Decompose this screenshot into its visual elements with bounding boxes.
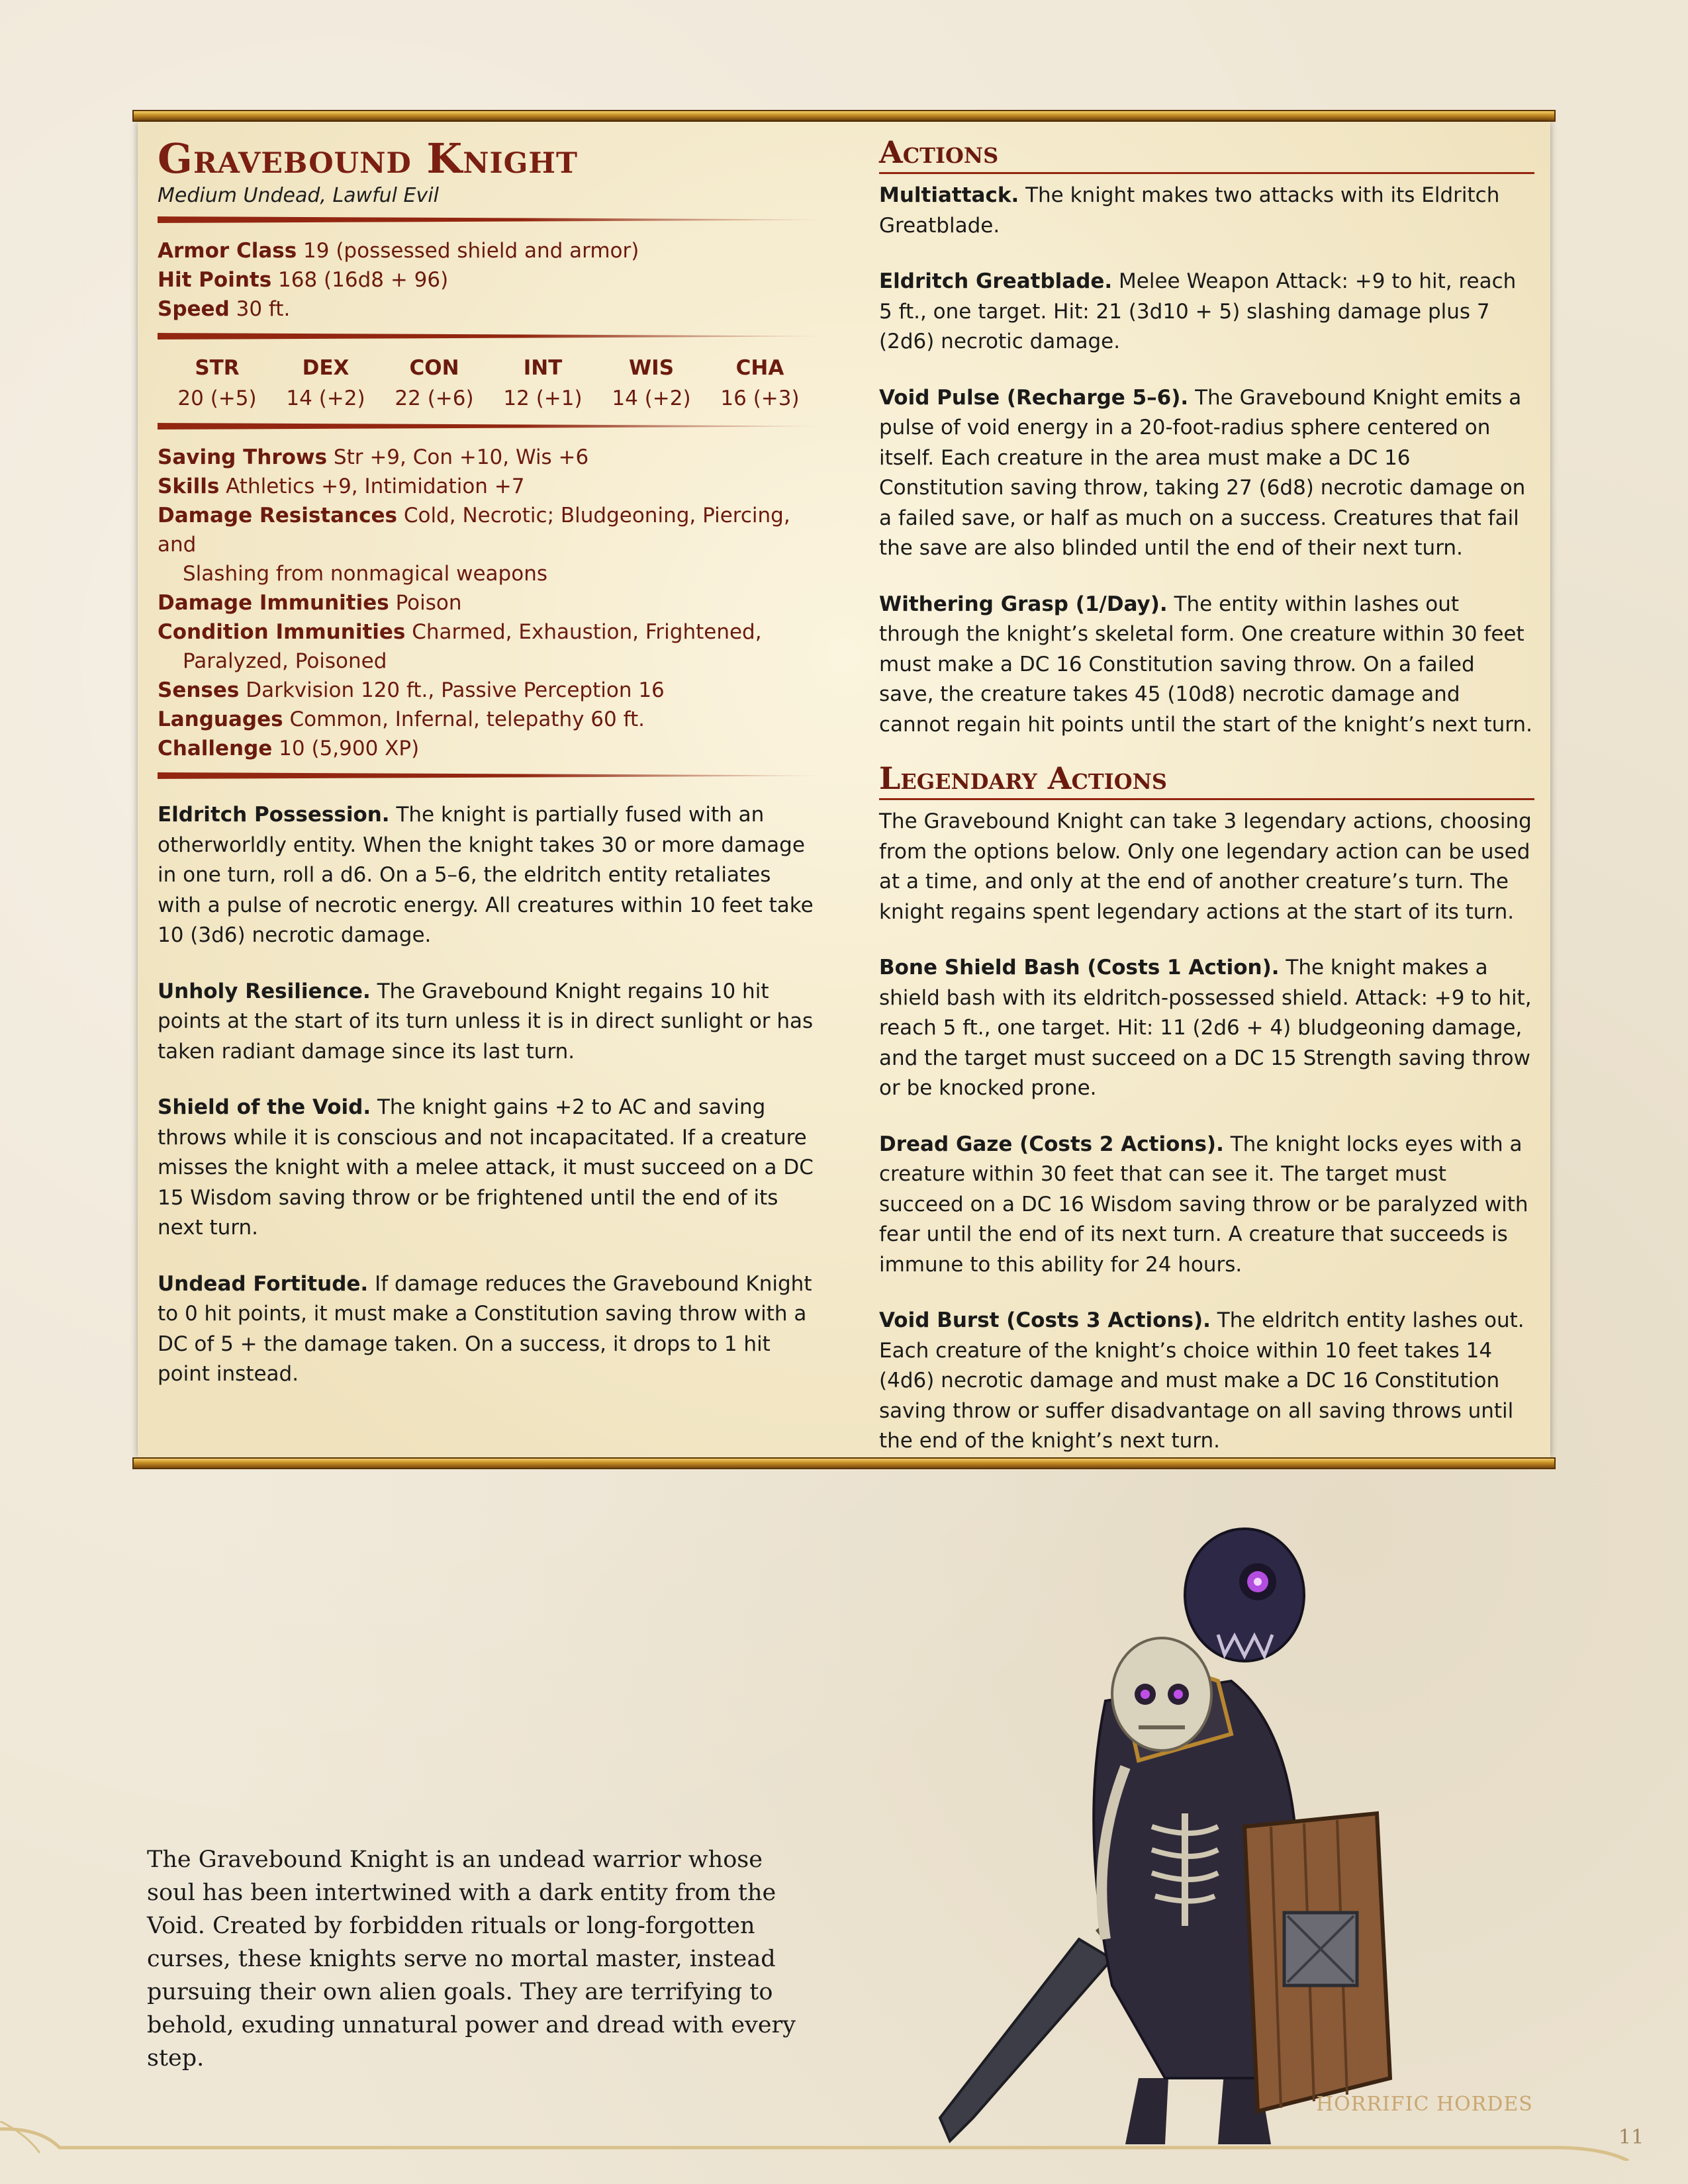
ability-wis: WIS 14 (+2) — [612, 356, 691, 410]
legendary-action: Bone Shield Bash (Costs 1 Action). The knight makes a shield bash with its eldritch-possessed shield. Attack: +9 to hit, reach 5 ft., one target. Hit: 11 (2d6 + 4) bludgeoning damage, and the target must succeed on a DC 15 Strength saving throw or be knocked prone. — [879, 956, 1532, 1100]
creature-name: Gravebound Knight — [158, 134, 578, 183]
stat-block — [132, 110, 1556, 1469]
legendary-action: Void Burst (Costs 3 Actions). The eldritch entity lashes out. Each creature of the knight’s choice within 10 feet takes 14 (4d6) necrotic damage and must make a DC 16 Constitution saving throw or suffer disadvantage on all saving throws until the end of the knight’s next turn. — [879, 1308, 1524, 1453]
challenge: Challenge 10 (5,900 XP) — [158, 737, 420, 760]
actions-heading: Actions — [879, 134, 1534, 174]
flavor-text: The Gravebound Knight is an undead warrior whose soul has been intertwined with a dark entity from the Void. Created by forbidden rituals or long-forgotten curses, these knights serve no mortal master, instead pursuing their own alien goals. They are terrifying to behold, exuding unnatural power and dread with every step. — [147, 1846, 796, 2071]
trait: Unholy Resilience. The Gravebound Knight regains 10 hit points at the start of its turn unless it is in direct sunlight or has taken radiant damage since its last turn. — [158, 979, 814, 1064]
languages: Languages Common, Infernal, telepathy 60 ft. — [158, 707, 645, 731]
action: Void Pulse (Recharge 5–6). The Gravebound Knight emits a pulse of void energy in a 20-foot-radius sphere centered on itself. Each creature in the area must make a DC 16 Constitution saving throw, taking 27 (6d8) necrotic damage on a failed save, or half as much on a success. Creatures that fail the save are also blinded until the end of their next turn. — [879, 385, 1526, 560]
trait: Eldritch Possession. The knight is partially fused with an otherworldly entity. When the knight takes 30 or more damage in one turn, roll a d6. On a 5–6, the eldritch entity retaliates with a pulse of necrotic energy. All creatures within 10 feet take 10 (3d6) necrotic damage. — [158, 803, 814, 947]
divider — [158, 216, 820, 223]
condition-immunities: Condition Immunities Charmed, Exhaustion, Frightened, Paralyzed, Poisoned — [158, 620, 762, 673]
skills: Skills Athletics +9, Intimidation +7 — [158, 475, 525, 498]
ability-dex: DEX 14 (+2) — [286, 356, 365, 410]
action: Withering Grasp (1/Day). The entity within lashes out through the knight’s skeletal form. One creature within 30 feet must make a DC 16 Constitution saving throw. On a failed save, the creature takes 45 (10d8) necrotic damage and cannot regain hit points until the start of the knight’s next turn. — [879, 592, 1532, 737]
saving-throws: Saving Throws Str +9, Con +10, Wis +6 — [158, 445, 589, 469]
page-number: 11 — [1618, 2126, 1644, 2149]
trait: Undead Fortitude. If damage reduces the Gravebound Knight to 0 hit points, it must make a Constitution saving throw with a DC of 5 + the damage taken. On a success, it drops to 1 hit point instead. — [158, 1271, 812, 1386]
legendary-action: Dread Gaze (Costs 2 Actions). The knight locks eyes with a creature within 30 feet that can see it. The target must succeed on a DC 16 Wisdom saving throw or be paralyzed with fear until the end of its next turn. A creature that succeeds is immune to this ability for 24 hours. — [879, 1132, 1528, 1277]
legendary-intro: The Gravebound Knight can take 3 legendary actions, choosing from the options below. Only one legendary action can be used at a time, and only at the end of another creature’s turn. The knight regains spent legendary actions at the start of its turn. — [879, 809, 1532, 924]
gravebound-knight-illustration — [794, 1482, 1456, 2144]
ability-str: STR 20 (+5) — [177, 356, 257, 410]
senses: Senses Darkvision 120 ft., Passive Perception 16 — [158, 678, 665, 702]
divider — [158, 772, 820, 779]
armor-class: Armor Class 19 (possessed shield and armor) — [158, 239, 639, 263]
action: Multiattack. The knight makes two attacks with its Eldritch Greatblade. — [879, 183, 1500, 238]
stat-block-top-rod — [132, 110, 1556, 122]
ability-con: CON 22 (+6) — [395, 356, 474, 410]
ability-cha: CHA 16 (+3) — [720, 356, 800, 410]
speed: Speed 30 ft. — [158, 297, 291, 321]
divider — [158, 423, 820, 430]
action: Eldritch Greatblade. Melee Weapon Attack: +9 to hit, reach 5 ft., one target. Hit: 21 (3d10 + 5) slashing damage plus 7 (2d6) necrotic damage. — [879, 269, 1517, 353]
footer-ornament — [0, 2121, 1688, 2161]
damage-immunities: Damage Immunities Poison — [158, 591, 462, 615]
ability-scores — [158, 353, 820, 414]
creature-type: Medium Undead, Lawful Evil — [158, 184, 439, 207]
damage-resistances: Damage Resistances Cold, Necrotic; Bludgeoning, Piercing, and Slashing from nonmagical weapons — [158, 504, 790, 586]
stat-block-body — [138, 122, 1550, 1457]
stat-block-right-column — [879, 134, 1534, 1482]
hit-points: Hit Points 168 (16d8 + 96) — [158, 268, 449, 292]
divider — [158, 333, 820, 340]
legendary-actions-heading: Legendary Actions — [879, 760, 1534, 800]
footer-book-title: HORRIFIC HORDES — [1316, 2093, 1533, 2116]
trait: Shield of the Void. The knight gains +2 to AC and saving throws while it is conscious and not incapacitated. If a creature misses the knight with a melee attack, it must succeed on a DC 15 Wisdom saving throw or be frightened until the end of its next turn. — [158, 1095, 814, 1240]
stat-block-bottom-rod — [132, 1457, 1556, 1469]
ability-int: INT 12 (+1) — [503, 356, 583, 410]
stat-block-left-column — [158, 134, 820, 1416]
